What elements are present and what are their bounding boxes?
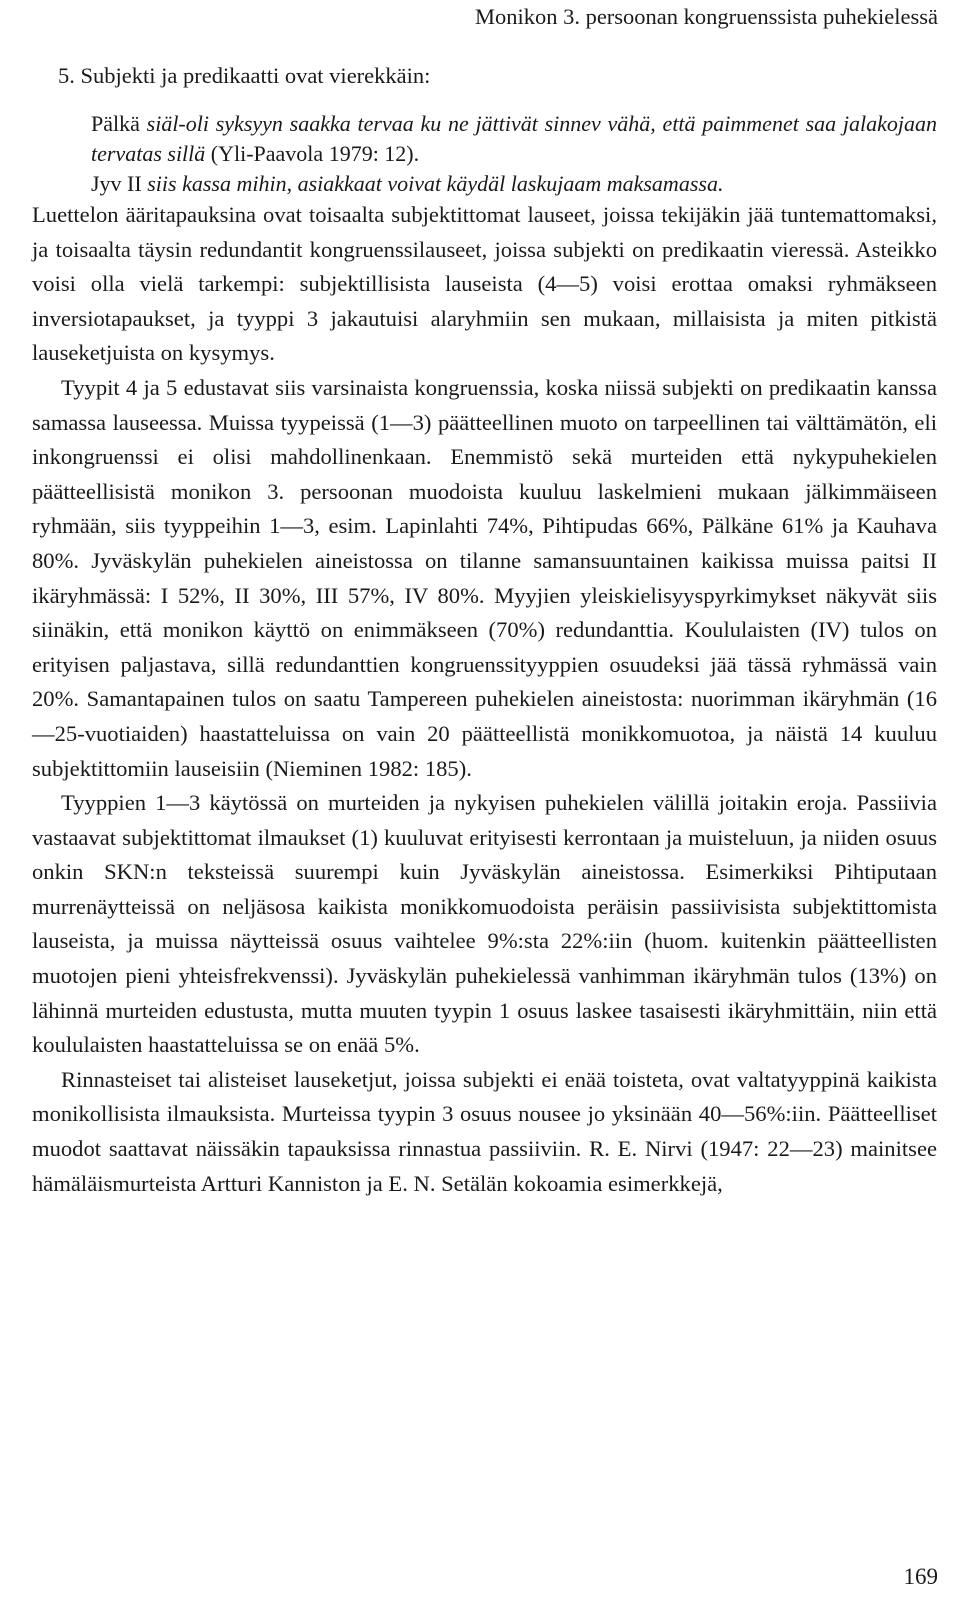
example-sentence: [91, 109, 937, 169]
example-quote: siis kassa mihin, asiakkaat voivat käydäl laskujaam maksamassa.: [147, 171, 724, 196]
running-header: Monikon 3. persoonan kongruenssista puhekielessä: [474, 4, 938, 29]
example-block: [91, 109, 937, 199]
paragraph: Tyyppien 1—3 käytössä on murteiden ja nykyisen puhekielen välillä joitakin eroja. Passiivia vastaavat subjektittomat ilmaukset (1) kuuluvat erityisesti kerrontaan ja muisteluun, ja niiden osuus onkin SKN:n teksteissä suurempi kuin Jyväskylän aineistossa. Esimerkiksi Pihtiputaan murrenäytteissä on neljäsosa kaikista monikkomuodoista peräisin passiivisista subjektittomista lauseista, ja muissa näytteissä osuus vaihtelee 9%:sta 22%:iin (huom. kuitenkin päätteellisten muotojen pieni yhteisfrekvenssi). Jyväskylän puhekielessä vanhimman ikäryhmän tulos (13%) on lähinnä murteiden edustusta, mutta muuten tyypin 1 osuus laskee tasaisesti ikäryhmittäin, niin että koululaisten haastatteluissa se on enää 5%.: [32, 790, 937, 1058]
paragraph: Tyypit 4 ja 5 edustavat siis varsinaista kongruenssia, koska niissä subjekti on predikaatin kanssa samassa lauseessa. Muissa tyypeissä (1—3) päätteellinen muoto on tarpeellinen tai välttämätön, eli inkongruenssi ei olisi mahdollinenkaan. Enemmistö sekä murteiden että nykypuhekielen päätteellisistä monikon 3. persoonan muodoista kuuluu laskelmieni mukaan jälkimmäiseen ryhmään, siis tyyppeihin 1—3, esim. Lapinlahti 74%, Pihtipudas 66%, Pälkäne 61% ja Kauhava 80%. Jyväskylän puhekielen aineistossa on tilanne samansuuntainen kaikissa muissa paitsi II ikäryhmässä: I 52%, II 30%, III 57%, IV 80%. Myyjien yleiskielisyyspyrkimykset näkyvät siis siinäkin, että monikon käyttö on enimmäkseen (70%) redundanttia. Koululaisten (IV) tulos on erityisen paljastava, sillä redundanttien kongruenssityyppien osuudeksi jää tässä ryhmässä vain 20%. Samantapainen tulos on saatu Tampereen puhekielen aineistosta: nuorimman ikäryhmän (16—25-vuotiaiden) haastatteluissa on vain 20 päätteellistä monikkomuotoa, ja näistä 14 kuuluu subjektittomiin lauseisiin (Nieminen 1982: 185).: [32, 374, 937, 781]
example-sentence: [91, 169, 937, 199]
section-heading: 5. Subjekti ja predikaatti ovat vierekkäin:: [58, 63, 431, 88]
example-source: Pälkä: [91, 111, 147, 136]
paragraph: Rinnasteiset tai alisteiset lauseketjut, joissa subjekti ei enää toisteta, ovat valtatyyppinä kaikista monikollisista ilmauksista. Murteissa tyypin 3 osuus nousee jo yksinään 40—56%:iin. Päätteelliset muodot saattavat näissäkin tapauksissa rinnastua passiiviin. R. E. Nirvi (1947: 22—23) mainitsee hämäläismurteista Artturi Kanniston ja E. N. Setälän kokoamia esimerkkejä,: [32, 1066, 937, 1196]
paragraph: Luettelon ääritapauksina ovat toisaalta subjektittomat lauseet, joissa tekijäkin jää tuntemattomaksi, ja toisaalta täysin redundantit kongruenssilauseet, joissa subjekti on predikaatin vieressä. Asteikko voisi olla vielä tarkempi: subjektillisista lauseista (4—5) voisi erottaa omaksi ryhmäkseen inversiotapaukset, ja tyyppi 3 jakautuisi alaryhmiin sen mukaan, millaisista ja miten pitkistä lauseketjuista on kysymys.: [32, 202, 937, 366]
example-source: Jyv II: [91, 171, 148, 196]
example-citation: (Yli-Paavola 1979: 12).: [205, 141, 420, 166]
page-number: 169: [903, 1564, 938, 1589]
example-quote: siäl-oli syksyyn saakka tervaa ku ne jättivät sinnev vähä, että paimmenet saa jalakojaan tervatas sillä: [91, 111, 937, 166]
body-text: [32, 198, 937, 1201]
